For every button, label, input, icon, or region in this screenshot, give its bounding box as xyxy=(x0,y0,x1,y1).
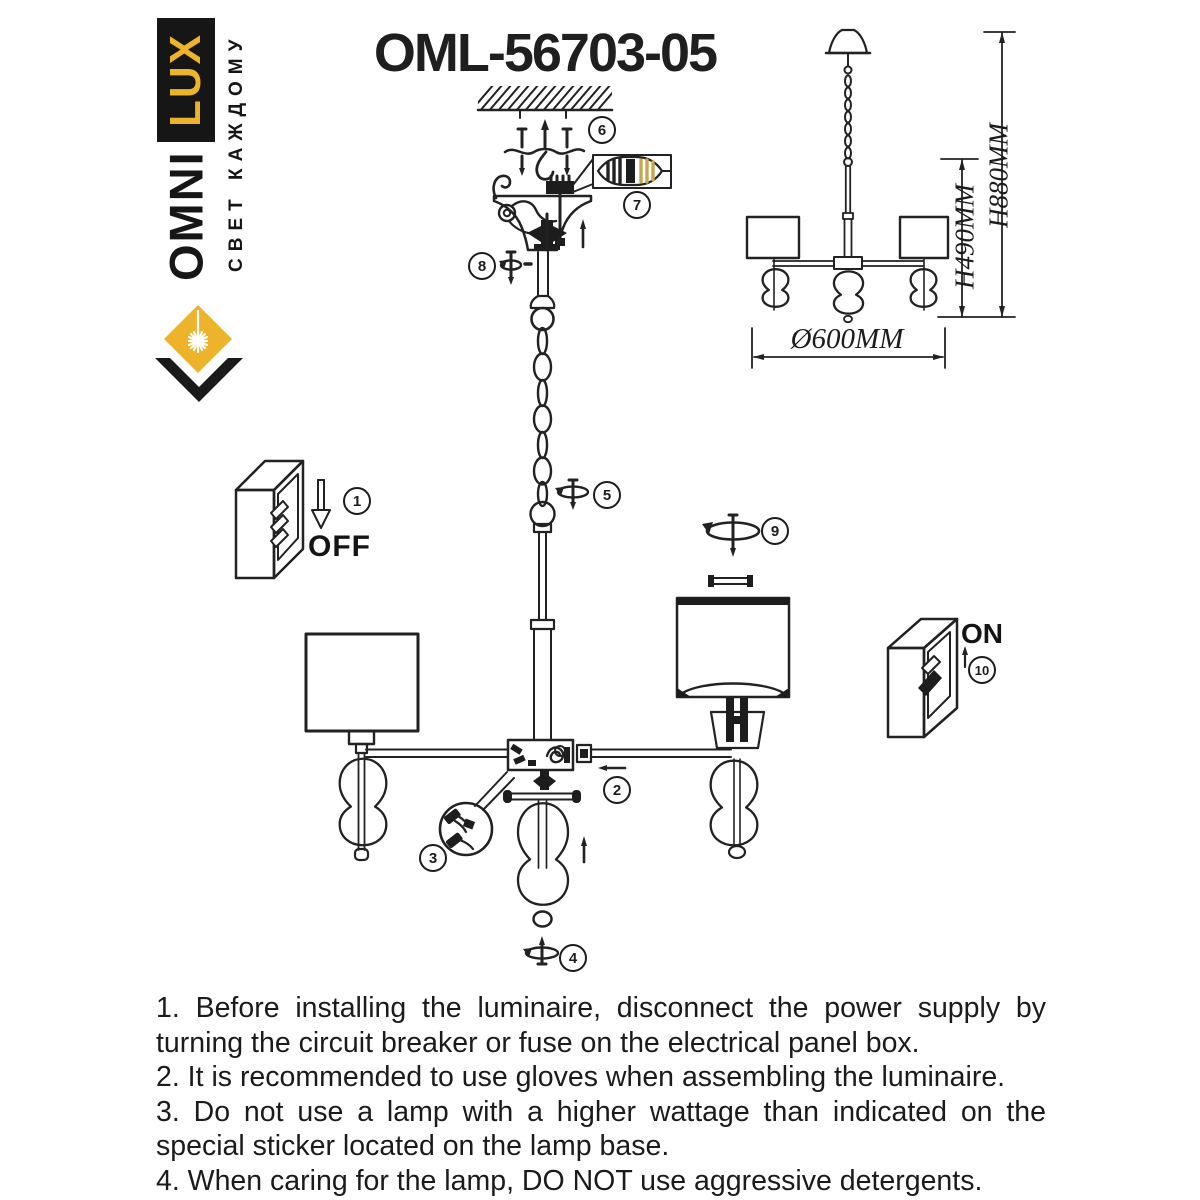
dimension-figure xyxy=(747,30,948,322)
left-lamp xyxy=(306,634,418,860)
on-panel-box xyxy=(888,619,957,737)
breaker-switches-icon xyxy=(918,656,942,696)
brand-name-omni: OMNI xyxy=(159,150,213,282)
brand-name-lux: LUX xyxy=(161,33,210,127)
up-arrow-icon xyxy=(541,119,549,147)
instruction-2: 2. It is recommended to use gloves when assembling the luminaire. xyxy=(156,1061,1006,1093)
wire-connector-icon xyxy=(443,808,475,849)
screw-rotate-icon-9 xyxy=(702,515,759,557)
insert-arm-arrow-icon xyxy=(598,765,625,771)
step-2-badge: 2 xyxy=(603,776,631,804)
step-10-badge: 10 xyxy=(968,656,996,684)
instructions-block xyxy=(156,991,1046,1198)
wire-magnifier xyxy=(440,772,514,855)
brand-logo-box xyxy=(157,18,215,142)
canopy xyxy=(494,176,591,250)
up-arrow-icon xyxy=(581,836,587,862)
center-rod xyxy=(531,524,554,740)
step-8-badge: 8 xyxy=(468,252,496,280)
inner-hook-icon xyxy=(494,176,510,198)
instruction-3: 3. Do not use a lamp with a higher wattage than indicated on the special sticker located on the lamp base. xyxy=(156,1095,1046,1162)
brand-logo-mark xyxy=(155,305,243,402)
off-label: OFF xyxy=(308,530,371,563)
instruction-4: 4. When caring for the lamp, DO NOT use aggressive detergents. xyxy=(156,1164,983,1197)
screw-rotate-icon-5 xyxy=(555,480,588,510)
arm-hub xyxy=(366,740,731,790)
step-6-badge: 6 xyxy=(588,116,616,144)
gold-pins-icon xyxy=(641,160,653,182)
off-panel-box xyxy=(236,461,303,578)
step-9-badge: 9 xyxy=(761,517,789,545)
step-7-badge: 7 xyxy=(623,191,651,219)
dimension-total-height: H880MM xyxy=(983,123,1014,229)
step-4-badge: 4 xyxy=(559,944,587,972)
up-arrow-icon xyxy=(580,219,586,247)
screw-rotate-icon-4 xyxy=(523,936,558,964)
dimension-diameter: Ø600MM xyxy=(790,323,904,355)
hanger-stem xyxy=(531,252,554,330)
on-label: ON xyxy=(961,618,1003,649)
brand-tagline: СВЕТ КАЖДОМУ xyxy=(226,32,247,272)
chain xyxy=(531,328,555,526)
step-3-badge: 3 xyxy=(419,844,447,872)
off-arrow-icon xyxy=(312,480,330,528)
dimension-body-height: H490MM xyxy=(949,184,980,290)
right-lamp xyxy=(677,575,789,858)
mounting-hardware xyxy=(505,119,584,179)
center-ornament xyxy=(503,790,587,927)
instruction-1: 1. Before installing the luminaire, disconnect the power supply by turning the circuit breaker or fuse on the electrical panel box. xyxy=(156,992,1046,1059)
screw-rotate-icon-8 xyxy=(499,252,531,285)
step-5-badge: 5 xyxy=(593,481,621,509)
wire-connector-callout xyxy=(573,155,671,192)
ceiling-hatch xyxy=(470,84,620,118)
page-title: OML-56703-05 xyxy=(373,23,717,83)
step-1-badge: 1 xyxy=(343,487,371,515)
